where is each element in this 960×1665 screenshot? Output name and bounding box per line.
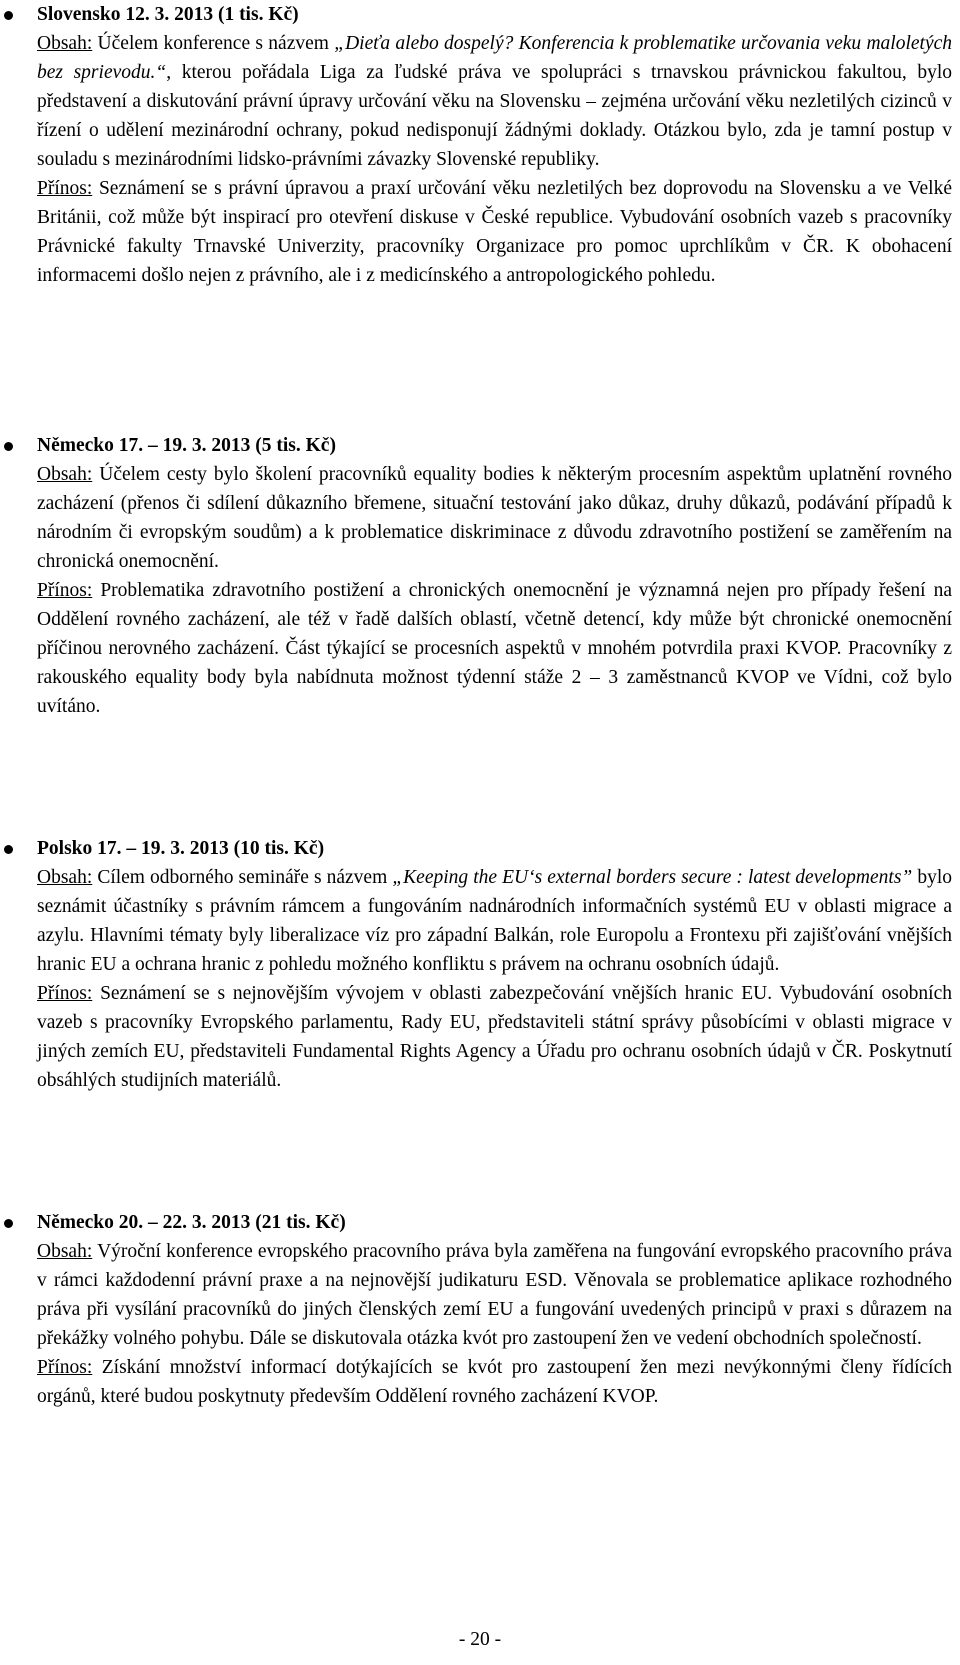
prinos-text: Seznámení se s právní úpravou a praxí určování věku nezletilých bez doprovodu na Slovensku a ve Velké Británii, což může být inspirací pro otevření diskuse v České republice. Vybudování osobních vazeb s pracovníky Právnické fakulty Trnavské Univerzity, pracovníky Organizace pro pomoc uprchlíkům v ČR. K obohacení informacemi došlo nejen z právního, ale i z medicínského a antropologického pohledu. [37,178,952,286]
entry-obsah [37,29,952,174]
prinos-text: Problematika zdravotního postižení a chronických onemocnění je významná nejen pro případy řešení na Oddělení rovného zacházení, ale též v řadě dalších oblastí, včetně detencí, kdy může být chronické onemocnění příčinou nerovného zacházení. Část týkající se procesních aspektů v mnohém potvrdila praxi KVOP. Pracovníky z rakouského equality body byla nabídnuta možnost týdenní stáže 2 – 3 zaměstnanců KVOP ve Vídni, což bylo uvítáno. [37,580,952,717]
entry-prinos [37,576,952,721]
entry-heading: Německo 20. – 22. 3. 2013 (21 tis. Kč) [37,1212,346,1233]
prinos-text: Získání množství informací dotýkajících se kvót pro zastoupení žen mezi nevýkonnými členy řídících orgánů, které budou poskytnuty především Oddělení rovného zacházení KVOP. [37,1357,952,1407]
obsah-label: Obsah: [37,33,93,54]
entry-prinos [37,174,952,290]
conference-title: „Dieťa alebo dospelý? Konferencia k problematike určovania veku maloletých bez sprievodu.“ [37,33,952,83]
obsah-label: Obsah: [37,464,93,485]
entry-obsah [37,863,952,979]
entry-heading: Slovensko 12. 3. 2013 (1 tis. Kč) [37,4,299,25]
obsah-label: Obsah: [37,1241,93,1262]
bullet-icon [4,1219,13,1228]
prinos-text: Seznámení se s nejnovějším vývojem v oblasti zabezpečování vnějších hranic EU. Vybudování osobních vazeb s pracovníky Evropského parlamentu, Rady EU, představiteli státní správy působícími v oblasti migrace v jiných zemích EU, představiteli Fundamental Rights Agency a Úřadu pro ochranu osobních údajů v ČR. Poskytnutí obsáhlých studijních materiálů. [37,983,952,1091]
prinos-label: Přínos: [37,178,93,199]
obsah-text: Výroční konference evropského pracovního práva byla zaměřena na fungování evropského pracovního práva v rámci každodenní právní praxe a na nejnovější judikaturu ESD. Věnovala se problematice aplikace rozhodného práva při vysílání pracovníků do jiných členských zemí EU a fungování uvedených principů v praxi s důrazem na překážky volného pohybu. Dále se diskutovala otázka kvót pro zastoupení žen ve vedení obchodních společností. [37,1241,952,1349]
obsah-text: Účelem konference s názvem [92,33,335,54]
entry-prinos [37,979,952,1095]
bullet-icon [4,845,13,854]
entry-obsah [37,460,952,576]
prinos-label: Přínos: [37,580,93,601]
obsah-label: Obsah: [37,867,93,888]
bullet-icon [4,442,13,451]
bullet-icon [4,11,13,20]
obsah-text-rest: , kterou pořádala Liga za ľudské práva ve spolupráci s trnavskou právnickou fakultou, bylo představení a diskutování právní úpravy určování věku na Slovensku – zejména určování věku nezletilých cizinců v řízení o udělení mezinárodní ochrany, pokud nedisponují žádnými doklady. Otázkou bylo, zda je tamní postup v souladu s mezinárodními lidsko-právními závazky Slovenské republiky. [37,62,952,170]
prinos-label: Přínos: [37,983,93,1004]
obsah-text: Cílem odborného semináře s názvem [92,867,393,888]
seminar-title: „Keeping the EU‘s external borders secure : latest developments” [392,867,913,888]
entry-heading: Německo 17. – 19. 3. 2013 (5 tis. Kč) [37,435,336,456]
entry-obsah [37,1237,952,1353]
prinos-label: Přínos: [37,1357,93,1378]
entry-prinos [37,1353,952,1411]
entry-heading: Polsko 17. – 19. 3. 2013 (10 tis. Kč) [37,838,325,859]
obsah-text-rest: bylo seznámit účastníky s právním rámcem a fungováním nadnárodních informačních systémů EU v oblasti migrace a azylu. Hlavními tématy byly liberalizace víz pro západní Balkán, role Europolu a Frontexu při zajišťování vnějších hranic EU a ochrana hranic z pohledu možného konfliktu s právem na ochranu osobních údajů. [37,867,952,975]
obsah-text: Účelem cesty bylo školení pracovníků equality bodies k některým procesním aspektům uplatnění rovného zacházení (přenos či sdílení důkazního břemene, situační testování jako důkaz, druhy důkazů, podávání případů k národním či evropským soudům) a k problematice diskriminace z důvodu zdravotního postižení se zaměřením na chronická onemocnění. [37,464,952,572]
page-number: - 20 - [458,1629,502,1650]
